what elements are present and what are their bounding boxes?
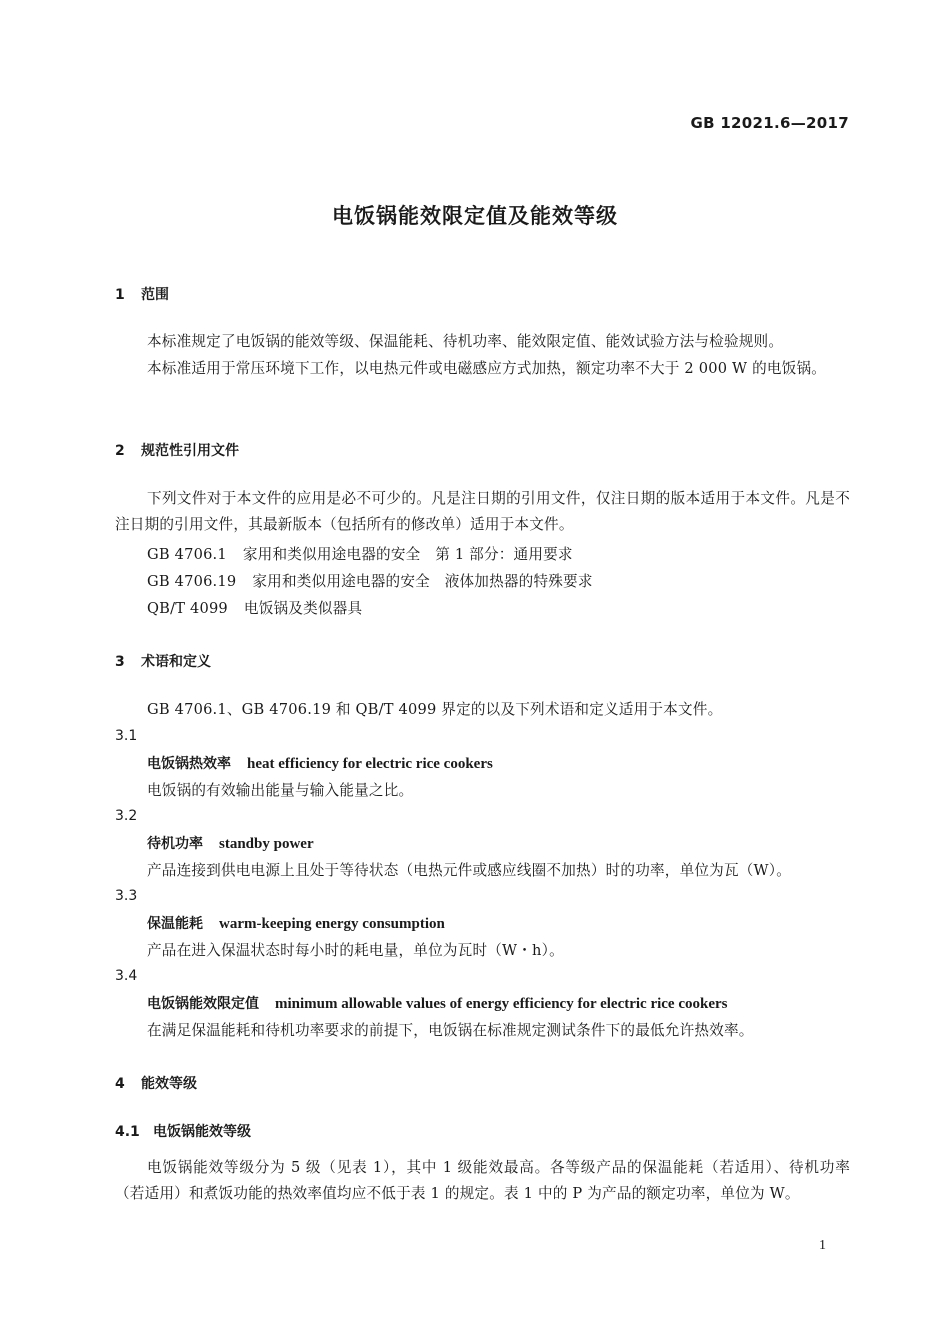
section-2-paragraph-1: 下列文件对于本文件的应用是必不可少的。凡是注日期的引用文件，仅注日期的版本适用于本文件。凡是不注日期的引用文件，其最新版本（包括所有的修改单）适用于本文件。: [115, 490, 850, 533]
section-title: 能效等级: [141, 1076, 197, 1092]
section-title: 术语和定义: [141, 654, 211, 670]
reference-item: [147, 597, 362, 618]
page-number: 1: [819, 1238, 826, 1253]
standard-code: GB 12021.6—2017: [690, 114, 849, 132]
section-number: 4: [115, 1076, 125, 1092]
section-1-heading: [115, 284, 169, 304]
section-4-heading: [115, 1073, 197, 1093]
term-definition: 电饭锅的有效输出能量与输入能量之比。: [147, 782, 414, 799]
section-1-paragraph-1: 本标准规定了电饭锅的能效等级、保温能耗、待机功率、能效限定值、能效试验方法与检验规则。: [147, 333, 784, 350]
term-heading: [147, 833, 314, 853]
reference-item: [147, 543, 573, 564]
term-heading: [147, 913, 445, 933]
term-number: 3.3: [115, 888, 138, 904]
term-definition: 产品在进入保温状态时每小时的耗电量，单位为瓦时（W・h）。: [147, 942, 564, 959]
section-4-paragraph-1: 电饭锅能效等级分为 5 级（见表 1），其中 1 级能效最高。各等级产品的保温能耗（若适用）、待机功率（若适用）和煮饭功能的热效率值均应不低于表 1 的规定。表 1 中的 P 为产品的额定功率，单位为 W。: [115, 1159, 850, 1202]
term-chinese: 待机功率: [147, 836, 203, 852]
section-3-paragraph-1: GB 4706.1、GB 4706.19 和 QB/T 4099 界定的以及下列术语和定义适用于本文件。: [147, 701, 723, 718]
term-english: standby power: [219, 836, 314, 852]
reference-code: GB 4706.1: [147, 546, 227, 563]
term-definition: 产品连接到供电电源上且处于等待状态（电热元件或感应线圈不加热）时的功率，单位为瓦（W）。: [147, 862, 792, 879]
term-number: 3.1: [115, 728, 138, 744]
document-title: 电饭锅能效限定值及能效等级: [332, 204, 618, 228]
subsection-number: 4.1: [115, 1124, 140, 1140]
section-number: 3: [115, 654, 125, 670]
term-english: warm-keeping energy consumption: [219, 916, 445, 932]
term-heading: [147, 753, 493, 773]
subsection-4-1-heading: [115, 1121, 251, 1141]
term-chinese: 电饭锅热效率: [147, 756, 231, 772]
section-2-heading: [115, 440, 239, 460]
section-3-heading: [115, 651, 211, 671]
reference-code: GB 4706.19: [147, 573, 237, 590]
term-number: 3.4: [115, 968, 138, 984]
section-title: 规范性引用文件: [141, 443, 239, 459]
term-chinese: 电饭锅能效限定值: [147, 996, 259, 1012]
term-number: 3.2: [115, 808, 138, 824]
reference-title: 家用和类似用途电器的安全 液体加热器的特殊要求: [252, 573, 593, 590]
reference-title: 电饭锅及类似器具: [243, 600, 363, 617]
section-number: 2: [115, 443, 125, 459]
reference-item: [147, 570, 593, 591]
section-1-paragraph-2: 本标准适用于常压环境下工作，以电热元件或电磁感应方式加热，额定功率不大于 2 000 W 的电饭锅。: [147, 360, 827, 377]
term-chinese: 保温能耗: [147, 916, 203, 932]
term-english: heat efficiency for electric rice cookers: [247, 756, 493, 772]
reference-title: 家用和类似用途电器的安全 第 1 部分：通用要求: [242, 546, 573, 563]
section-title: 范围: [141, 287, 169, 303]
term-heading: [147, 993, 728, 1013]
reference-code: QB/T 4099: [147, 600, 228, 617]
term-english: minimum allowable values of energy efficiency for electric rice cookers: [275, 996, 728, 1012]
section-number: 1: [115, 287, 125, 303]
subsection-title: 电饭锅能效等级: [153, 1124, 251, 1140]
term-definition: 在满足保温能耗和待机功率要求的前提下，电饭锅在标准规定测试条件下的最低允许热效率。: [147, 1022, 754, 1039]
